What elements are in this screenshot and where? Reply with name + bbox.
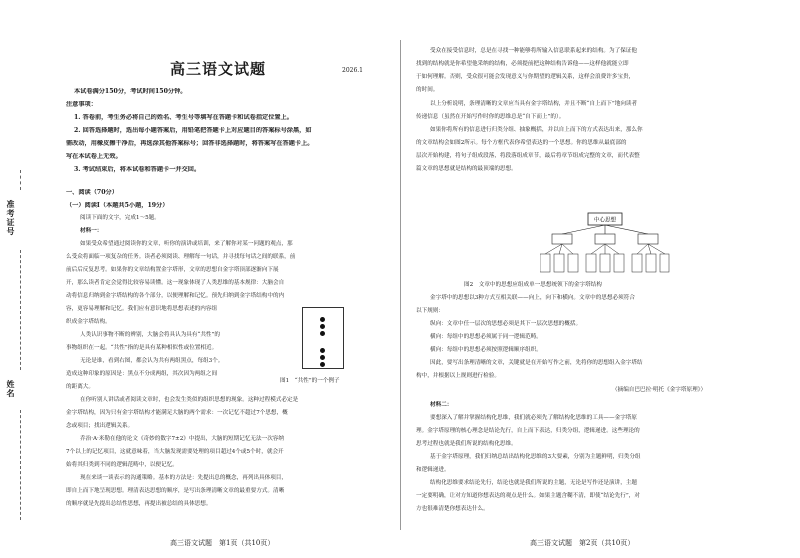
node <box>595 234 615 244</box>
text-line: 一定要明确，让对方知道你想表达的观点是什么。如果主题含糊不清，即使“结论先行”，对 <box>416 493 640 499</box>
notes-heading: 注意事项： <box>66 101 97 108</box>
note-2-cont: 需改动，用橡皮擦干净后，再选涂其他答案标号；回答非选择题时，将答案写在答题卡上。 <box>66 140 314 147</box>
pyramid-diagram <box>540 212 670 274</box>
text-line: 基于金字塔原理，我们归纳总结出结构化思维的3大要素，分别为主题鲜明，归类分组 <box>430 454 641 460</box>
text-line: 和逻辑递进。 <box>416 467 450 473</box>
figure-2-caption: 图2 文章中的思想应组成单一思想统领下的金字塔结构 <box>464 282 602 288</box>
text-line: 构中，并根据以上规则进行检验。 <box>416 373 500 379</box>
text-line: 以上分析说明，条理清晰的文章应当具有金字塔结构，并且不断“自上而下”地向读者 <box>430 101 638 107</box>
text-line: 方也很难清楚你想表达什么。 <box>416 506 489 512</box>
text-line: 以下规则： <box>416 308 444 314</box>
text-line: 开，那么读者肯定会觉得比较容易读懂。这一现象体现了人类思维的基本规律：大脑会自 <box>66 280 285 286</box>
note-2: 2. 回答选择题时，选出每小题答案后，用铅笔把答题卡上对应题目的答案标号涂黑，如 <box>74 127 312 134</box>
tree-level-2 <box>552 225 658 244</box>
score-intro: 本试卷满分150分，考试时间150分钟。 <box>74 88 187 95</box>
text-line: 横向：每组中的思想必须属于同一逻辑范畴。 <box>430 334 542 340</box>
figure-1-caption: 图1 “共性”的一个例子 <box>280 378 340 384</box>
text-line: 造成这种印象的原因是：黑点不分成两组，其次因为两组之间 <box>66 371 218 377</box>
material-2-label: 材料二： <box>430 402 453 408</box>
margin-dashed-line <box>20 250 21 370</box>
dot <box>320 362 325 367</box>
note-2-end: 写在本试卷上无效。 <box>66 153 122 160</box>
section-heading: 一、阅读（70分） <box>66 189 118 196</box>
text-line: 的顺序就是先提出总结性思想，再提出被总结的具体思想。 <box>66 501 212 507</box>
note-3: 3. 考试结束后，将本试卷和答题卡一并交回。 <box>74 166 201 173</box>
dot <box>320 355 325 360</box>
binding-margin <box>2 170 26 530</box>
text-line: 的文章结构会如图2所示。每个方框代表你希望表达的一个思想。你的思维从最底部的 <box>416 140 627 146</box>
source-citation: （摘编自巴巴拉·明托《金字塔原理》） <box>612 387 707 393</box>
tree-level-3 <box>540 244 669 272</box>
text-line: 念或项目；找出逻辑关系。 <box>66 423 134 429</box>
text-line: 要想深入了解并掌握结构化思维，我们就必须先了解结构化思维的工具——金字塔原 <box>430 415 637 421</box>
figure-1-box <box>302 307 344 369</box>
exam-date: 2026.1 <box>342 67 363 74</box>
text-line: 的距离大。 <box>66 384 94 390</box>
text-line: 结构化思维要求结论先行，结论也就是我们所说的主题，无论是写作还是演讲，主题 <box>430 480 637 486</box>
subsection-heading: （一）阅读Ⅰ（本题共5小题，19分） <box>66 202 169 209</box>
text-line: 无论是谁，看到右图，都会认为共有两组黑点，每组3个。 <box>80 358 224 364</box>
text-line: 于如何理解。否则，受众很可能会发现意义与你期望的逻辑关系，这样会浪费许多宝贵， <box>416 74 635 80</box>
text-line: 金字塔结构，因为只有金字塔结构才能满足大脑的两个需求：一次记忆不超过7个思想，概 <box>66 410 288 416</box>
text-line: 么受众将面临一项复杂的任务。读者必须阅读、理解每一句话，并寻找每句话之间的联系，前 <box>66 254 296 260</box>
text-line: 思考过程也就是我们所说的结构化思维。 <box>416 441 517 447</box>
right-page <box>400 0 800 558</box>
dot <box>320 317 325 322</box>
text-line: 在你听别人讲话或者阅读文章时，也会发生类似的组织思想的现象。这种过程模式必定是 <box>80 397 299 403</box>
text-line: 的时间。 <box>416 87 439 93</box>
text-line: 即自上而下地呈现思想。理清表达思想的顺序，是写出条理清晰文章的最重要方式。清晰 <box>66 488 285 494</box>
page-footer: 高三语文试题 第2页（共10页） <box>530 539 635 547</box>
text-line: 金字塔中的思想以3种方式互相关联——向上，向下和横向。文章中的思想必须符合 <box>430 295 635 301</box>
text-line: 找到的结构就是你希望他采纳的结构，必须提前把这种结构告诉他——这样他就能立即 <box>416 61 629 67</box>
text-line: 如果受众希望通过阅读你的文章，听你的演讲或培训，来了解你对某一问题的观点，那 <box>80 241 293 247</box>
text-line: 动将信息归纳到金字塔结构的各个部分，以便理解和记忆。预先归纳到金字塔结构中的内 <box>66 293 285 299</box>
text-line: 如果你将所有的信息进行归类分组、抽象概括，并以自上而下的方式表达出来，那么你 <box>430 127 643 133</box>
text-line: 传递信息（虽然在开始写作时你的思维总是“自下而上”的）。 <box>416 114 565 120</box>
margin-dashed-line <box>20 410 21 520</box>
text-line: 织成金字塔结构。 <box>66 319 111 325</box>
material-1-label: 材料一： <box>80 228 103 234</box>
node <box>638 234 658 244</box>
text-line: 纵向：文章中任一层次的思想必须是其下一层次思想的概括。 <box>430 321 582 327</box>
dot <box>320 324 325 329</box>
name-label: 姓名 <box>6 380 16 398</box>
text-line: 层次开始构建，将句子组成段落，将段落组成章节，最后将章节组成完整的文章，而代表整 <box>416 153 640 159</box>
instruction: 阅读下面的文字，完成1～5题。 <box>80 215 160 221</box>
text-line: 理。金字塔原理的核心理念是结论先行，自上而下表达，归类分组，逻辑递进。这些理论的 <box>416 428 640 434</box>
text-line: 始将其归类到不同的逻辑范畴中，以便记忆。 <box>66 462 178 468</box>
text-line: 前后后反复思考。如果你的文章结构置金字塔形，文章的思想自金字塔顶部逐渐向下展 <box>66 267 279 273</box>
text-line: 因此，要写出条理清晰的文章，关键就是在开始写作之前，先将你的思想组入金字塔结 <box>430 360 643 366</box>
top-node-label: 中心思想 <box>593 217 617 224</box>
dot <box>320 348 325 353</box>
text-line: 7个以上的记忆项目，这就意味着，当大脑发现需要处理的项目超过4个或5个时，就会开 <box>66 449 284 455</box>
text-line: 事物组织在一起。“共性”指的是具有某种相似性或位置相近。 <box>66 345 218 351</box>
note-1: 1. 答卷前，考生务必将自己的姓名、考生号等填写在答题卡和试卷指定位置上。 <box>74 114 293 121</box>
exam-number-label: 准考证号 <box>6 200 16 236</box>
text-line: 受众在接受信息时，总是在寻找一种能够将所输入信息联系起来的结构。为了保证他 <box>430 48 637 54</box>
page-footer: 高三语文试题 第1页（共10页） <box>170 539 275 547</box>
margin-dashed-line <box>20 170 21 190</box>
text-line: 横向：每组中的思想必须按照逻辑顺序组织。 <box>430 347 542 353</box>
page-title: 高三语文试题 <box>170 60 267 78</box>
dot <box>320 331 325 336</box>
text-line: 人类认识事物不断的辨别，大脑会将具认为具有“共性”的 <box>80 332 220 338</box>
node <box>552 234 572 244</box>
text-line: 现在来谈一谈表示的沟通策略。基本的方法是：先提出总的概念，再列出具体项目， <box>80 475 287 481</box>
connector <box>562 225 605 234</box>
text-line: 篇文章的思想就是结构的最顶端的思想。 <box>416 166 517 172</box>
connector <box>605 225 648 234</box>
text-line: 乔治·A·米勒在他的论文《奇妙的数字7±2》中提出，大脑的短期记忆无法一次容纳 <box>80 436 284 442</box>
text-line: 容，更容易理解和记忆。我们应有意识地将思想表述的内容组 <box>66 306 218 312</box>
